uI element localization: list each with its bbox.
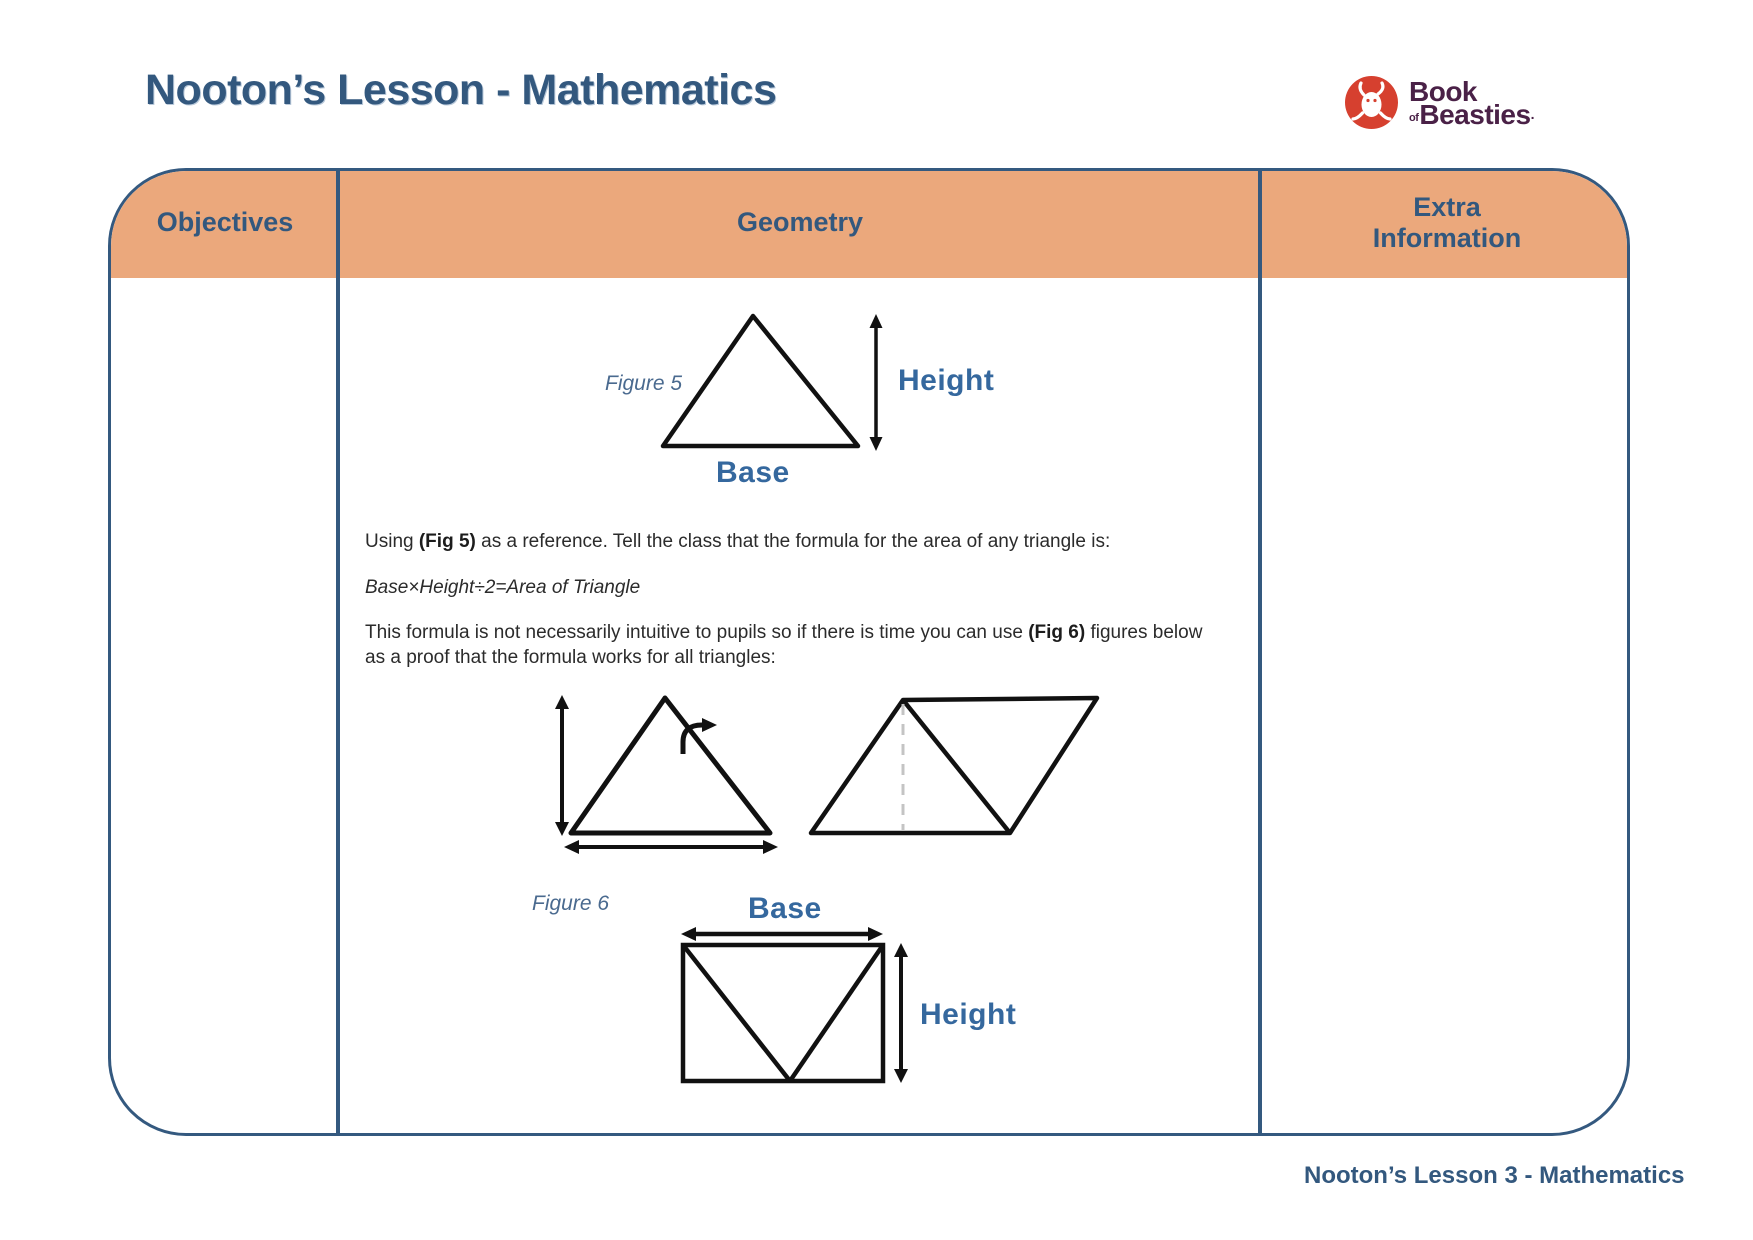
rectangle-base-label: Base	[748, 892, 822, 925]
rotate-arrow-icon	[670, 716, 722, 760]
figure5-height-arrow-icon	[864, 313, 888, 452]
rectangle-height-label: Height	[920, 998, 1017, 1031]
rectangle-with-triangles	[680, 942, 886, 1084]
figure5-triangle	[655, 310, 867, 452]
figure6-base-arrow-icon	[563, 836, 779, 858]
rectangle-height-arrow-icon	[889, 942, 913, 1084]
logo-wordmark	[1409, 75, 1534, 130]
fig6-intro-paragraph: This formula is not necessarily intuitive to pupils so if there is time you can use (Fig 6) figures below as a proof that the formula works for all triangles:	[365, 622, 1203, 668]
figure6-caption: Figure 6	[532, 892, 610, 915]
figure5-caption: Figure 5	[605, 372, 683, 395]
column-header-objectives: Objectives	[156, 207, 294, 237]
logo-word-book: Book	[1409, 75, 1477, 107]
figure5-base-label: Base	[716, 456, 790, 489]
book-of-beasties-logo	[1345, 76, 1534, 129]
beastie-icon	[1345, 76, 1398, 129]
logo-word-of: of	[1409, 111, 1419, 124]
fig5-reference-paragraph: Using (Fig 5) as a reference. Tell the class that the formula for the area of any triangle is:	[365, 531, 1111, 552]
figure5-height-label: Height	[898, 364, 995, 397]
area-formula-text: Base×Height÷2=Area of Triangle	[365, 577, 641, 598]
logo-word-beasties: Beasties	[1419, 98, 1531, 130]
logo-trademark-dot: .	[1530, 105, 1534, 122]
page-title: Nooton’s Lesson - Mathematics	[145, 66, 777, 114]
footer-lesson-reference: Nooton’s Lesson 3 - Mathematics	[1304, 1162, 1685, 1189]
figure6-parallelogram	[805, 692, 1105, 840]
column-header-extra-information: Extra Information	[1372, 192, 1522, 253]
figure6-triangle	[560, 690, 780, 840]
column-divider-1	[336, 171, 340, 1133]
column-header-geometry: Geometry	[736, 207, 864, 237]
